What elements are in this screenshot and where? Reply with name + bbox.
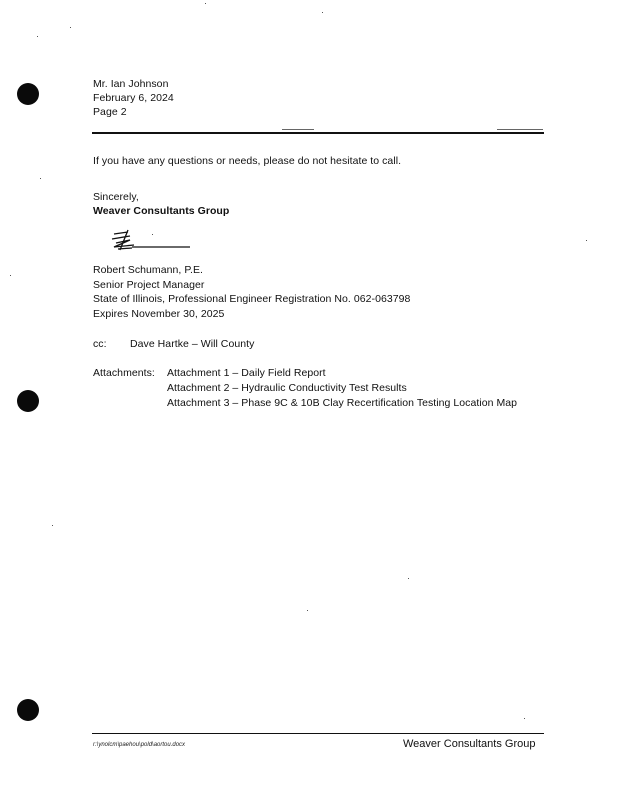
scan-speck xyxy=(307,610,308,611)
header-divider-accent xyxy=(282,129,314,130)
punch-hole-top xyxy=(17,83,39,105)
attachments-label: Attachments: xyxy=(93,367,155,379)
scan-speck xyxy=(70,27,71,28)
scan-speck xyxy=(52,525,53,526)
attachment-item: Attachment 2 – Hydraulic Conductivity Test Results xyxy=(167,382,407,394)
page-number: Page 2 xyxy=(93,106,127,118)
scan-speck xyxy=(524,718,525,719)
attachment-item: Attachment 1 – Daily Field Report xyxy=(167,367,326,379)
signer-registration: State of Illinois, Professional Engineer Registration No. 062-063798 xyxy=(93,293,411,305)
footer-divider xyxy=(92,733,544,734)
recipient-name: Mr. Ian Johnson xyxy=(93,78,169,90)
signature-image xyxy=(108,228,198,256)
header-divider xyxy=(92,132,544,134)
header-divider-accent xyxy=(497,129,543,130)
signoff-company: Weaver Consultants Group xyxy=(93,205,230,217)
footer-company: Weaver Consultants Group xyxy=(403,738,536,750)
scan-speck xyxy=(37,36,38,37)
registration-expiry: Expires November 30, 2025 xyxy=(93,308,225,320)
scan-speck xyxy=(408,578,409,579)
scan-speck xyxy=(205,3,206,4)
letter-date: February 6, 2024 xyxy=(93,92,174,104)
punch-hole-middle xyxy=(17,390,39,412)
salutation: Sincerely, xyxy=(93,191,139,203)
closing-paragraph: If you have any questions or needs, please do not hesitate to call. xyxy=(93,155,402,167)
punch-hole-bottom xyxy=(17,699,39,721)
scan-speck xyxy=(40,178,41,179)
attachment-item: Attachment 3 – Phase 9C & 10B Clay Recertification Testing Location Map xyxy=(167,397,518,409)
cc-recipient: Dave Hartke – Will County xyxy=(130,338,255,350)
signer-name: Robert Schumann, P.E. xyxy=(93,264,204,276)
footer-file-path: r:\ynolcm\paehou\pold\aortou.docx xyxy=(93,742,186,748)
signer-title: Senior Project Manager xyxy=(93,279,205,291)
cc-label: cc: xyxy=(93,338,107,350)
scan-speck xyxy=(586,240,587,241)
scan-speck xyxy=(322,12,323,13)
scan-speck xyxy=(10,275,11,276)
